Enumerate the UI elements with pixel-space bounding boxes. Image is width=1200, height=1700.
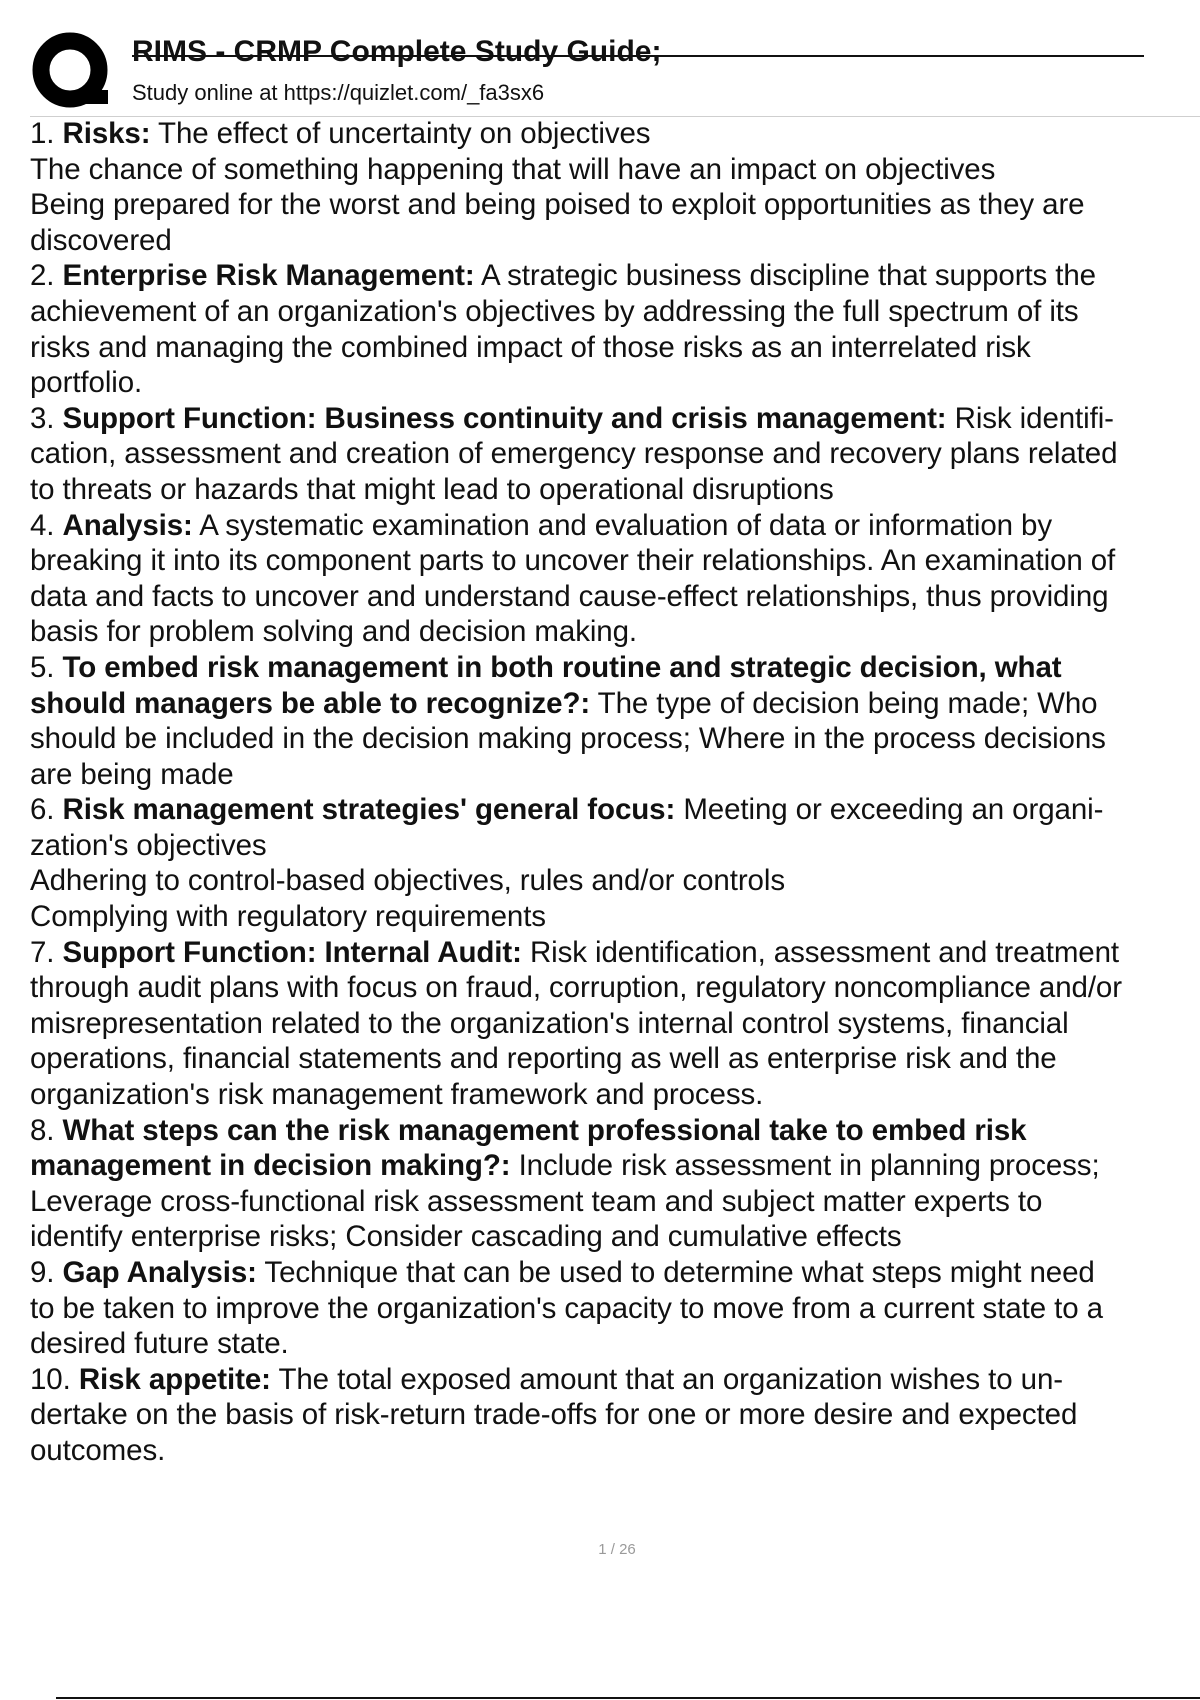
entry-number: 3. bbox=[30, 401, 55, 435]
entry-line bbox=[30, 258, 1192, 294]
entry-definition: Risk identifi- bbox=[946, 401, 1114, 435]
entry-definition: breaking it into its component parts to uncover their relationships. An examination of bbox=[30, 544, 1116, 578]
study-guide-list bbox=[30, 116, 1192, 1469]
entry-definition: operations, financial statements and reporting as well as enterprise risk and the bbox=[30, 1042, 1057, 1076]
entry-term: management in decision making?: bbox=[30, 1149, 511, 1183]
list-item bbox=[30, 1255, 1192, 1362]
entry-definition: discovered bbox=[30, 223, 172, 257]
entry-line bbox=[30, 116, 1192, 152]
entry-definition: A systematic examination and evaluation of data or information by bbox=[192, 508, 1053, 542]
entry-term: To embed risk management in both routine and strategic decision, what bbox=[62, 650, 1062, 684]
list-item bbox=[30, 258, 1192, 400]
entry-line bbox=[30, 401, 1192, 437]
entry-definition: Being prepared for the worst and being poised to exploit opportunities as they are bbox=[30, 188, 1085, 222]
entry-number: 8. bbox=[30, 1113, 55, 1147]
list-item bbox=[30, 1113, 1192, 1255]
entry-definition: achievement of an organization's objectives by addressing the full spectrum of its bbox=[30, 294, 1079, 328]
entry-definition: through audit plans with focus on fraud, corruption, regulatory noncompliance and/or bbox=[30, 971, 1122, 1005]
entry-definition: A strategic business discipline that supports the bbox=[474, 259, 1096, 293]
document-title: RIMS - CRMP Complete Study Guide; bbox=[132, 35, 662, 68]
entry-line bbox=[30, 1148, 1192, 1184]
entry-definition: zation's objectives bbox=[30, 828, 267, 862]
list-item bbox=[30, 935, 1192, 1113]
entry-term: Enterprise Risk Management: bbox=[62, 259, 475, 293]
entry-number: 5. bbox=[30, 650, 55, 684]
entry-term: should managers be able to recognize?: bbox=[30, 686, 591, 720]
list-item bbox=[30, 116, 1192, 258]
entry-term: Risk appetite: bbox=[78, 1362, 271, 1396]
entry-definition: Adhering to control-based objectives, rules and/or controls bbox=[30, 864, 785, 898]
entry-term: Support Function: Internal Audit: bbox=[62, 935, 522, 969]
entry-term: Analysis: bbox=[62, 508, 193, 542]
entry-definition: desired future state. bbox=[30, 1327, 289, 1361]
list-item bbox=[30, 508, 1192, 650]
entry-definition: to be taken to improve the organization's capacity to move from a current state to a bbox=[30, 1291, 1103, 1325]
entry-line bbox=[30, 1113, 1192, 1149]
entry-line bbox=[30, 508, 1192, 544]
entry-definition: basis for problem solving and decision making. bbox=[30, 615, 638, 649]
entry-term: Risk management strategies' general focus: bbox=[62, 793, 676, 827]
entry-term: Risks: bbox=[62, 117, 151, 150]
entry-definition: cation, assessment and creation of emergency response and recovery plans related bbox=[30, 437, 1118, 471]
entry-number: 2. bbox=[30, 259, 55, 293]
footer-rule bbox=[56, 1697, 1200, 1699]
entry-definition: The total exposed amount that an organization wishes to un- bbox=[270, 1362, 1063, 1396]
entry-line bbox=[30, 1362, 1192, 1398]
entry-term: Support Function: Business continuity and crisis management: bbox=[62, 401, 947, 435]
entry-definition: misrepresentation related to the organization's internal control systems, financial bbox=[30, 1006, 1069, 1040]
title-strike-rule bbox=[132, 55, 1144, 57]
entry-number: 10. bbox=[30, 1362, 71, 1396]
entry-definition: outcomes. bbox=[30, 1433, 166, 1467]
entry-definition: organization's risk management framework and process. bbox=[30, 1078, 764, 1112]
entry-number: 9. bbox=[30, 1256, 55, 1289]
entry-line bbox=[30, 935, 1192, 971]
quizlet-logo-icon bbox=[32, 32, 112, 112]
entry-definition: dertake on the basis of risk-return trade-offs for one or more desire and expected bbox=[30, 1398, 1078, 1432]
entry-definition: are being made bbox=[30, 757, 234, 791]
entry-definition: The type of decision being made; Who bbox=[590, 686, 1098, 720]
entry-definition: risks and managing the combined impact of those risks as an interrelated risk bbox=[30, 330, 1031, 364]
entry-definition: Leverage cross-functional risk assessment team and subject matter experts to bbox=[30, 1184, 1043, 1218]
entry-definition: The chance of something happening that will have an impact on objectives bbox=[30, 152, 996, 186]
entry-definition: Meeting or exceeding an organi- bbox=[675, 793, 1104, 827]
entry-definition: Technique that can be used to determine what steps might need bbox=[256, 1256, 1095, 1289]
entry-definition: Complying with regulatory requirements bbox=[30, 900, 546, 934]
entry-definition: should be included in the decision making process; Where in the process decisions bbox=[30, 722, 1106, 756]
entry-line bbox=[30, 650, 1192, 686]
entry-definition: portfolio. bbox=[30, 366, 143, 400]
entry-line bbox=[30, 1255, 1192, 1291]
entry-number: 7. bbox=[30, 935, 55, 969]
entry-line bbox=[30, 686, 1192, 722]
page-header bbox=[0, 0, 1200, 118]
list-item bbox=[30, 792, 1192, 934]
entry-definition: The effect of uncertainty on objectives bbox=[150, 117, 651, 150]
entry-line bbox=[30, 792, 1192, 828]
entry-term: Gap Analysis: bbox=[62, 1256, 257, 1289]
page-number: 1 / 26 bbox=[598, 1541, 636, 1558]
entry-definition: Include risk assessment in planning process; bbox=[510, 1149, 1100, 1183]
list-item bbox=[30, 401, 1192, 508]
entry-definition: identify enterprise risks; Consider cascading and cumulative effects bbox=[30, 1220, 902, 1254]
entry-definition: data and facts to uncover and understand cause-effect relationships, thus providing bbox=[30, 579, 1109, 613]
entry-definition: Risk identification, assessment and treatment bbox=[521, 935, 1120, 969]
entry-definition: to threats or hazards that might lead to operational disruptions bbox=[30, 472, 834, 506]
list-item bbox=[30, 1362, 1192, 1469]
entry-number: 6. bbox=[30, 793, 55, 827]
list-item bbox=[30, 650, 1192, 792]
entry-number: 1. bbox=[30, 117, 55, 150]
study-online-link[interactable]: Study online at https://quizlet.com/_fa3sx6 bbox=[132, 80, 545, 105]
entry-number: 4. bbox=[30, 508, 55, 542]
entry-term: What steps can the risk management professional take to embed risk bbox=[62, 1113, 1027, 1147]
